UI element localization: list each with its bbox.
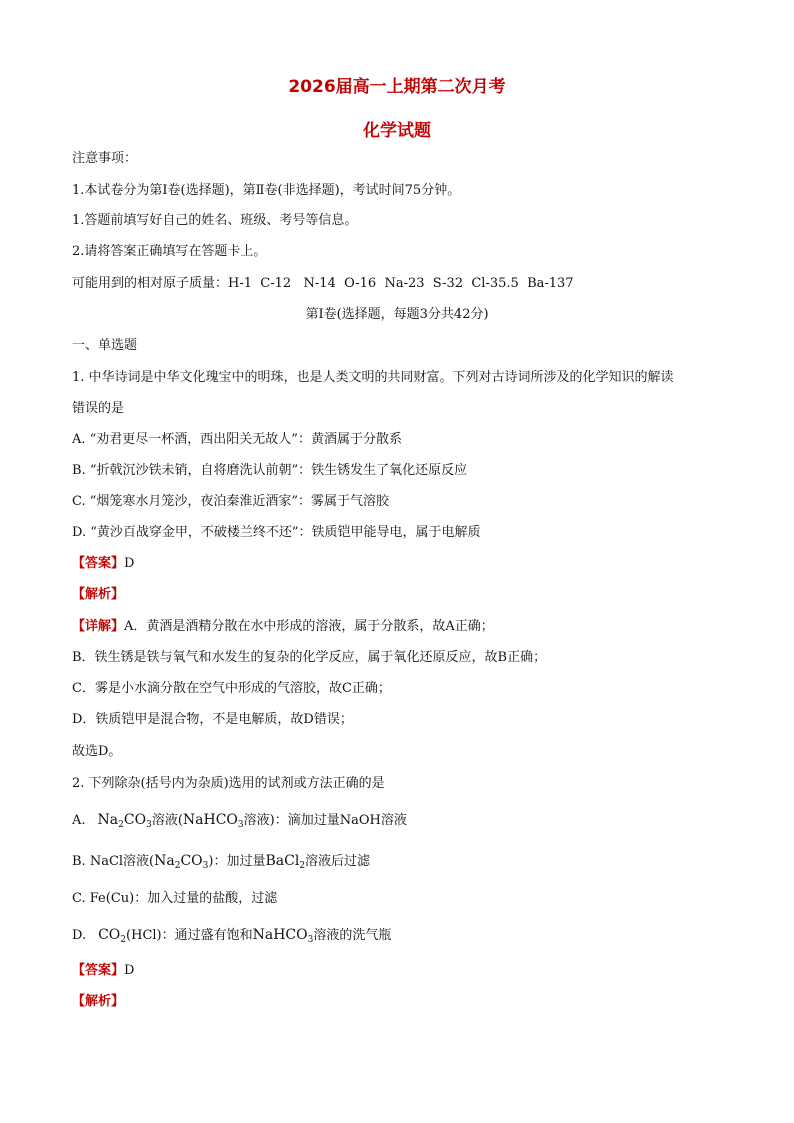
answer-label: 【答案】: [72, 963, 125, 978]
notice-item-1: 1.本试卷分为第Ⅰ卷(选择题)，第Ⅱ卷(非选择题)，考试时间75分钟。: [72, 183, 461, 198]
detail-line: A．黄酒是酒精分散在水中形成的溶液，属于分散系，故A正确；: [124, 619, 494, 634]
q1-detail-c: C．雾是小水滴分散在空气中形成的气溶胶，故C正确；: [72, 681, 391, 696]
analysis-label: 【解析】: [72, 994, 125, 1009]
section-title: 第Ⅰ卷(选择题，每题3分共42分): [305, 307, 489, 322]
q1-answer: [72, 555, 134, 573]
q1-option-a: A. “劝君更尽一杯酒，西出阳关无故人”：黄酒属于分散系: [72, 432, 402, 447]
q1-detail-d: D．铁质铠甲是混合物，不是电解质，故D错误；: [72, 712, 353, 727]
answer-value: D: [124, 963, 135, 978]
exam-title: 2026届高一上期第二次月考: [288, 77, 506, 97]
q2-option-d: D. $CO_2(HCl)$：通过盛有饱和NaHCO$_3$溶液的洗气瓶: [72, 927, 392, 945]
q1-stem-line1: 1. 中华诗词是中华文化瑰宝中的明珠，也是人类文明的共同财富。下列对古诗词所涉及的化学知识的解读: [72, 370, 674, 385]
q2-analysis: [72, 993, 124, 1011]
q1-option-d: D. “黄沙百战穿金甲，不破楼兰终不还”：铁质铠甲能导电，属于电解质: [72, 525, 481, 540]
q2-option-b: B. NaCl溶液$(Na_2CO_3)$：加过量BaCl$_2$溶液后过滤: [72, 853, 371, 871]
notice-item-3: 2.请将答案正确填写在答题卡上。: [72, 244, 267, 259]
q1-option-c: C. “烟笼寒水月笼沙，夜泊秦淮近酒家”：雾属于气溶胶: [72, 494, 390, 509]
q1-conclusion: 故选D。: [72, 744, 122, 759]
detail-label: 【详解】: [72, 619, 125, 634]
q1-analysis: [72, 586, 124, 604]
q2-option-a: A. $Na_2CO_3$溶液(NaHCO$_3$溶液)：滴加过量NaOH溶液: [72, 812, 407, 830]
notice-item-2: 1.答题前填写好自己的姓名、班级、考号等信息。: [72, 213, 358, 228]
q1-detail-b: B．铁生锈是铁与氧气和水发生的复杂的化学反应，属于氧化还原反应，故B正确；: [72, 650, 547, 665]
q1-option-b: B. “折戟沉沙铁未销，自将磨洗认前朝”：铁生锈发生了氧化还原反应: [72, 463, 468, 478]
notice-heading: 注意事项：: [72, 151, 138, 166]
question-type: 一、单选题: [72, 338, 138, 353]
atomic-masses: 可能用到的相对原子质量：H-1 C-12 N-14 O-16 Na-23 S-32 Cl-35.5 Ba-137: [72, 276, 574, 291]
q2-stem: 2. 下列除杂(括号内为杂质)选用的试剂或方法正确的是: [72, 776, 385, 791]
q2-option-c: C. Fe(Cu)：加入过量的盐酸，过滤: [72, 891, 278, 906]
answer-value: D: [124, 556, 135, 571]
q1-stem-line2: 错误的是: [72, 401, 125, 416]
q1-detail-a: [72, 618, 494, 636]
answer-label: 【答案】: [72, 556, 125, 571]
q2-answer: [72, 962, 134, 980]
subject-title: 化学试题: [363, 121, 431, 141]
analysis-label: 【解析】: [72, 587, 125, 602]
